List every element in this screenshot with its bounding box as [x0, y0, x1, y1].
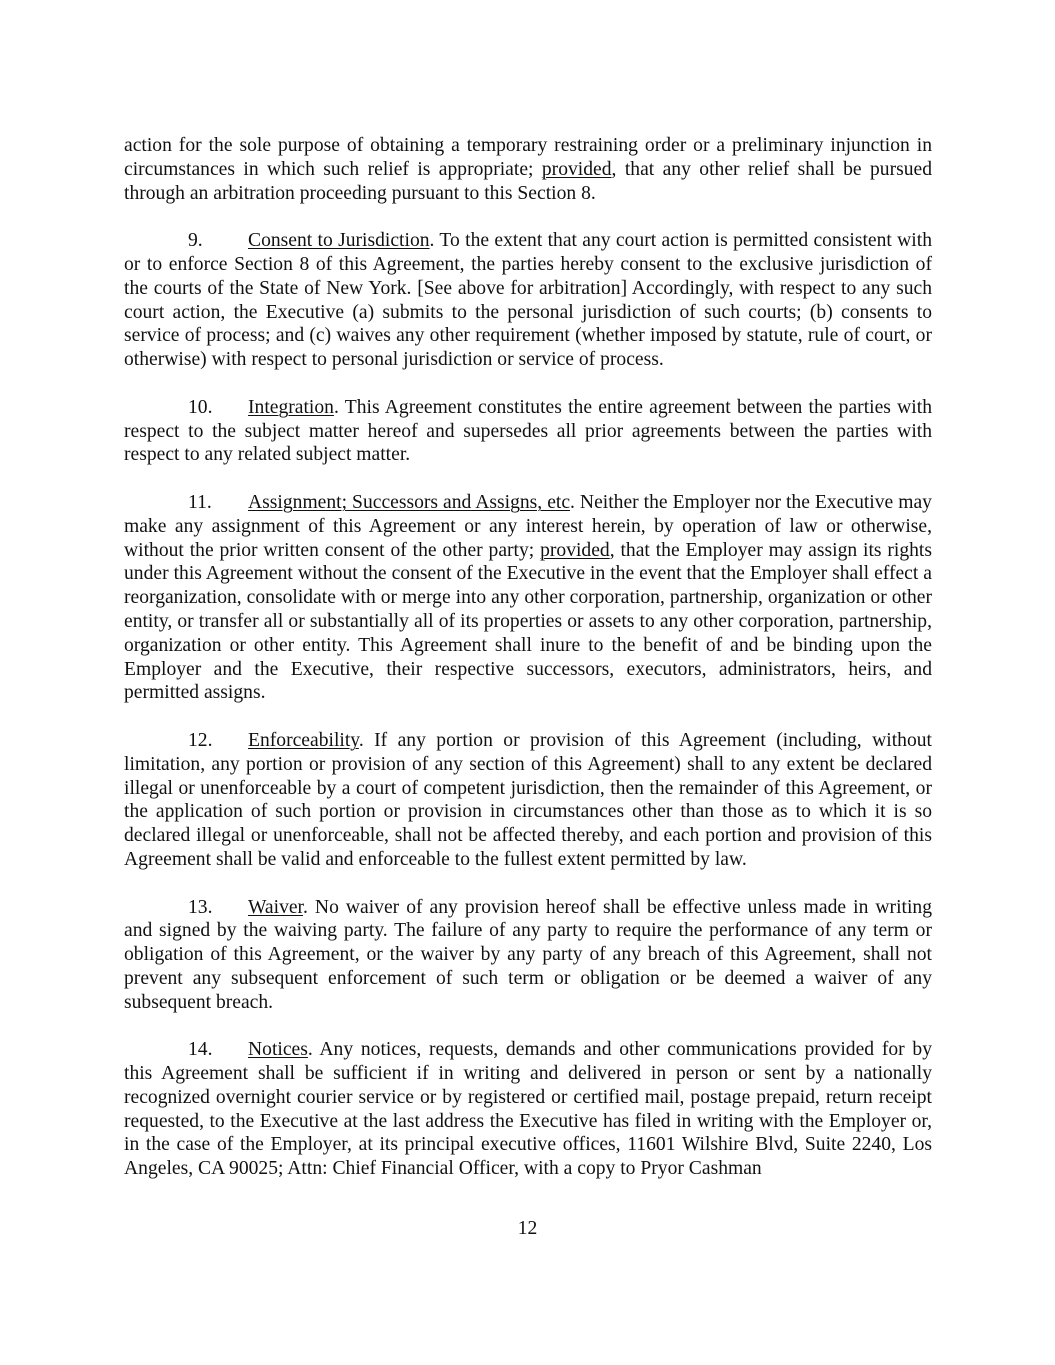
section-14-notices: [124, 1038, 932, 1181]
section-number: 10.: [188, 396, 213, 418]
section-11-assignment: [124, 491, 932, 705]
section-body: . If any portion or provision of this Agreement (including, without limitation, any portion or provision of any section of this Agreement) shall to any extent be declared illegal or unenforceable by a court of competent jurisdiction, then the remainder of this Agreement, or the application of such portion or provision in circumstances other than those as to which it is so declared illegal or unenforceable, shall not be affected thereby, and each portion and provision of this Agreement shall be valid and enforceable to the fullest extent permitted by law.: [124, 729, 932, 870]
section-body: . To the extent that any court action is permitted consistent with or to enforce Section 8 of this Agreement, the parties hereby consent to the exclusive jurisdiction of the courts of the State of New York. [See above for arbitration] Accordingly, with respect to any such court action, the Executive (a) submits to the personal jurisdiction of such courts; (b) consents to service of process; and (c) waives any other requirement (whether imposed by statute, rule of court, or otherwise) with respect to personal jurisdiction or service of process.: [124, 230, 932, 371]
section-heading: Enforceability: [248, 729, 359, 751]
section-10-integration: [124, 396, 932, 467]
section-12-enforceability: [124, 729, 932, 872]
section-body: . This Agreement constitutes the entire agreement between the parties with respect to the subject matter hereof and supersedes all prior agreements between the parties with respect to any related subject matter.: [124, 396, 932, 466]
section-body: . No waiver of any provision hereof shall be effective unless made in writing and signed by the waiving party. The failure of any party to require the performance of any term or obligation of this Agreement, or the waiver by any party of any breach of this Agreement, shall not prevent any subsequent enforcement of such term or obligation or be deemed a waiver of any subsequent breach.: [124, 896, 932, 1013]
continuation-text-end: , that any other relief shall be pursued through an arbitration proceeding pursuant to this Section 8.: [124, 158, 933, 204]
section-body-start: . Neither the Employer nor the Executive may make any assignment of this Agreement or any interest herein, by operation of law or otherwise, without the prior written consent of the other party;: [124, 491, 932, 561]
section-13-waiver: [124, 896, 932, 1015]
section-body-end: , that the Employer may assign its rights under this Agreement without the consent of the Executive in the event that the Employer shall effect a reorganization, consolidate with or merge into any other corporation, partnership, organization or other entity, or transfer all or substantially all of its properties or assets to any other corporation, partnership, organization or other entity. This Agreement shall inure to the benefit of and be binding upon the Employer and the Executive, their respective successors, executors, administrators, heirs, and permitted assigns.: [124, 539, 932, 704]
section-heading: Waiver: [248, 896, 304, 918]
section-body: . Any notices, requests, demands and other communications provided for by this Agreement shall be sufficient if in writing and delivered in person or sent by a nationally recognized overnight courier service or by registered or certified mail, postage prepaid, return receipt requested, to the Executive at the last address the Executive has filed in writing with the Employer or, in the case of the Employer, at its principal executive offices, 11601 Wilshire Blvd, Suite 2240, Los Angeles, CA 90025; Attn: Chief Financial Officer, with a copy to Pryor Cashman: [124, 1039, 932, 1180]
section-number: 14.: [188, 1039, 213, 1061]
section-9-consent-to-jurisdiction: [124, 229, 932, 372]
document-page: [124, 134, 932, 1205]
section-number: 11.: [188, 491, 212, 513]
paragraph-continuation-section-8: [124, 134, 932, 205]
section-heading: Notices: [248, 1039, 308, 1061]
section-number: 12.: [188, 729, 213, 751]
section-heading: Assignment; Successors and Assigns, etc: [248, 491, 571, 513]
section-number: 9.: [188, 230, 203, 252]
provided-term: provided: [541, 158, 612, 180]
continuation-text-start: action for the sole purpose of obtaining a temporary restraining order or a preliminary injunction in circumstances in which such relief is appropriate;: [124, 135, 932, 180]
provided-term: provided: [540, 539, 610, 561]
page-number: 12: [517, 1218, 538, 1239]
section-heading: Integration: [248, 396, 334, 418]
section-heading: Consent to Jurisdiction: [248, 230, 430, 252]
section-number: 13.: [188, 896, 213, 918]
